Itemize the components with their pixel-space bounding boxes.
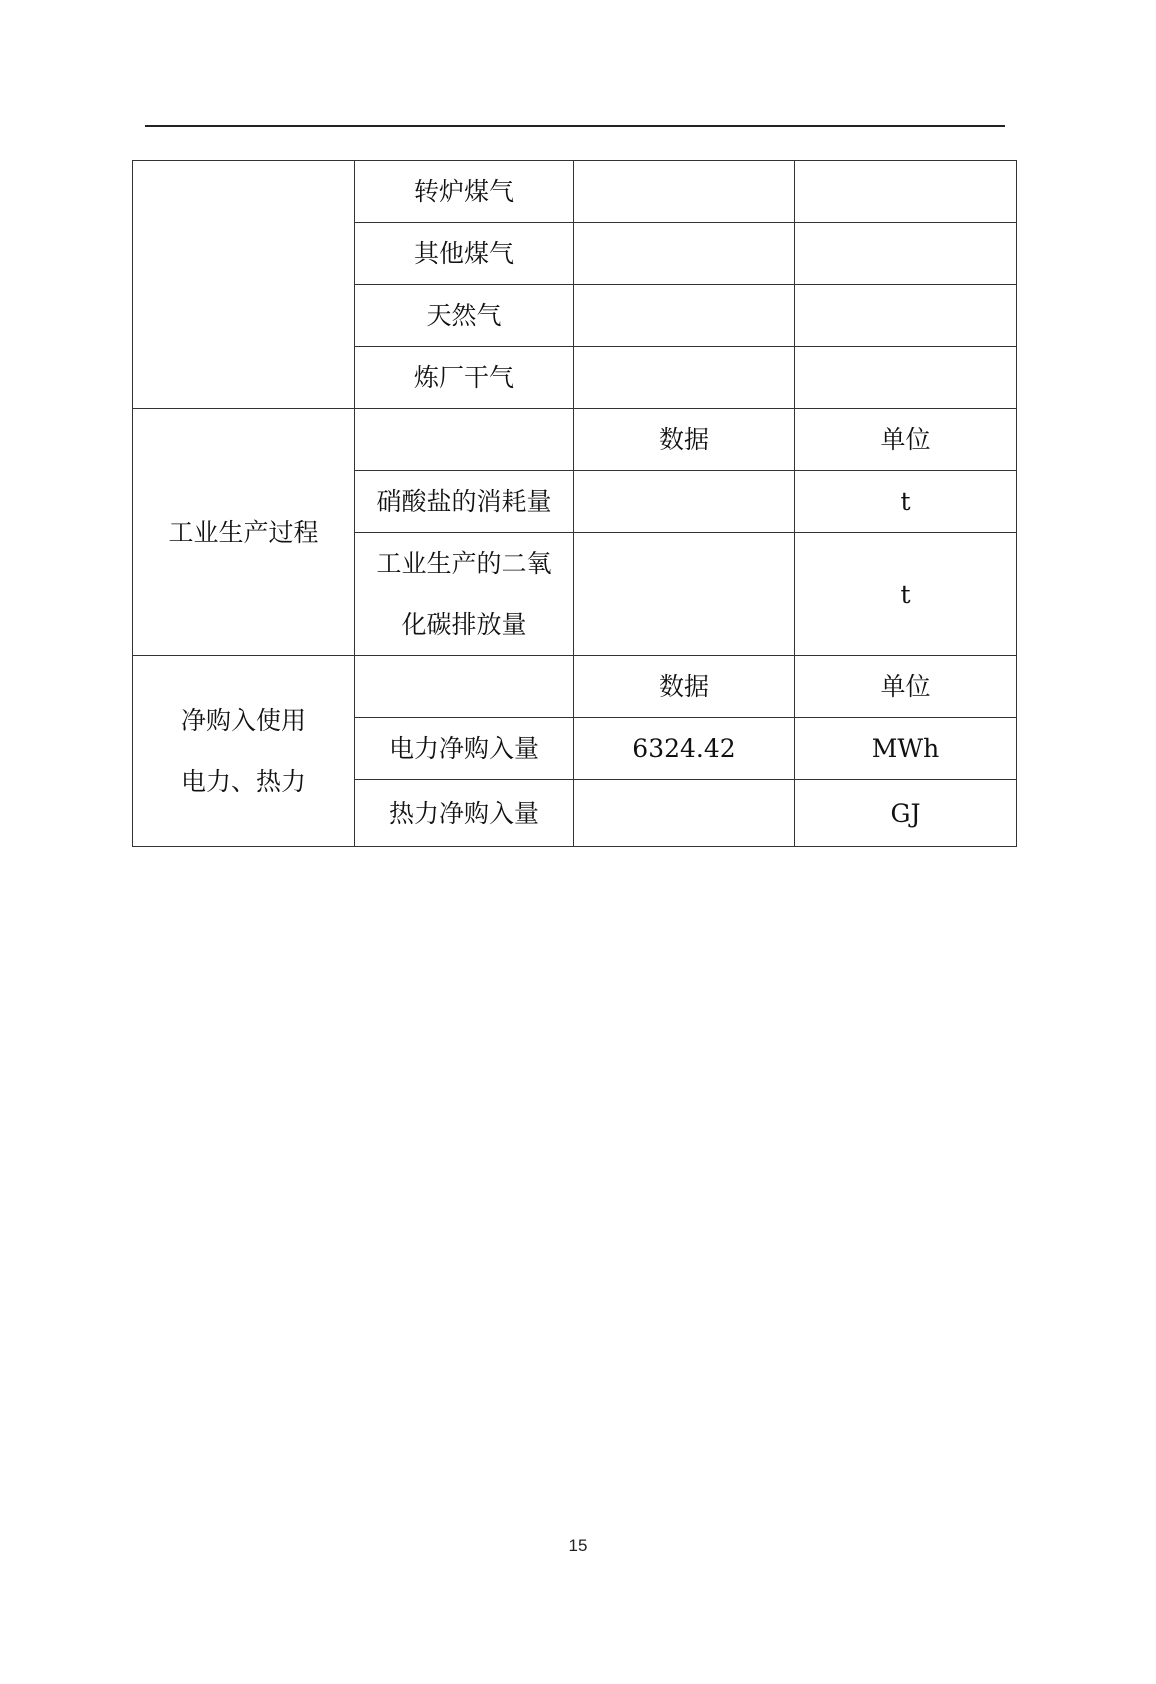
- unit-cell: GJ: [795, 780, 1017, 847]
- value-cell: 6324.42: [574, 718, 795, 780]
- table-row: [133, 656, 1017, 718]
- emissions-data-table: [132, 160, 1017, 847]
- unit-cell: [795, 161, 1017, 223]
- value-cell: [574, 347, 795, 409]
- page-number: 15: [568, 1536, 588, 1555]
- item-name: 其他煤气: [355, 223, 574, 285]
- header-item: [355, 656, 574, 718]
- unit-cell: t: [795, 533, 1017, 656]
- category-line: 净购入使用: [180, 706, 306, 735]
- category-line: 电力、热力: [180, 767, 306, 796]
- table-row: [133, 409, 1017, 471]
- header-unit: 单位: [795, 409, 1017, 471]
- item-name: 电力净购入量: [355, 718, 574, 780]
- item-name: 炼厂干气: [355, 347, 574, 409]
- category-cell-purchased: [133, 656, 355, 847]
- header-rule: [145, 125, 1005, 127]
- header-item: [355, 409, 574, 471]
- category-cell-continued: [133, 161, 355, 409]
- item-name-line: 化碳排放量: [401, 610, 527, 639]
- item-name-line: 工业生产的二氧: [376, 549, 552, 578]
- value-cell: [574, 780, 795, 847]
- header-value: 数据: [574, 409, 795, 471]
- item-name: 热力净购入量: [355, 780, 574, 847]
- item-name: 转炉煤气: [355, 161, 574, 223]
- item-name: 天然气: [355, 285, 574, 347]
- unit-cell: [795, 285, 1017, 347]
- value-cell: [574, 161, 795, 223]
- item-name: [355, 533, 574, 656]
- unit-cell: t: [795, 471, 1017, 533]
- table-row: [133, 161, 1017, 223]
- value-cell: [574, 285, 795, 347]
- unit-cell: [795, 347, 1017, 409]
- value-cell: [574, 533, 795, 656]
- item-name: 硝酸盐的消耗量: [355, 471, 574, 533]
- unit-cell: MWh: [795, 718, 1017, 780]
- unit-cell: [795, 223, 1017, 285]
- value-cell: [574, 471, 795, 533]
- value-cell: [574, 223, 795, 285]
- header-unit: 单位: [795, 656, 1017, 718]
- category-cell-industrial: 工业生产过程: [133, 409, 355, 656]
- header-value: 数据: [574, 656, 795, 718]
